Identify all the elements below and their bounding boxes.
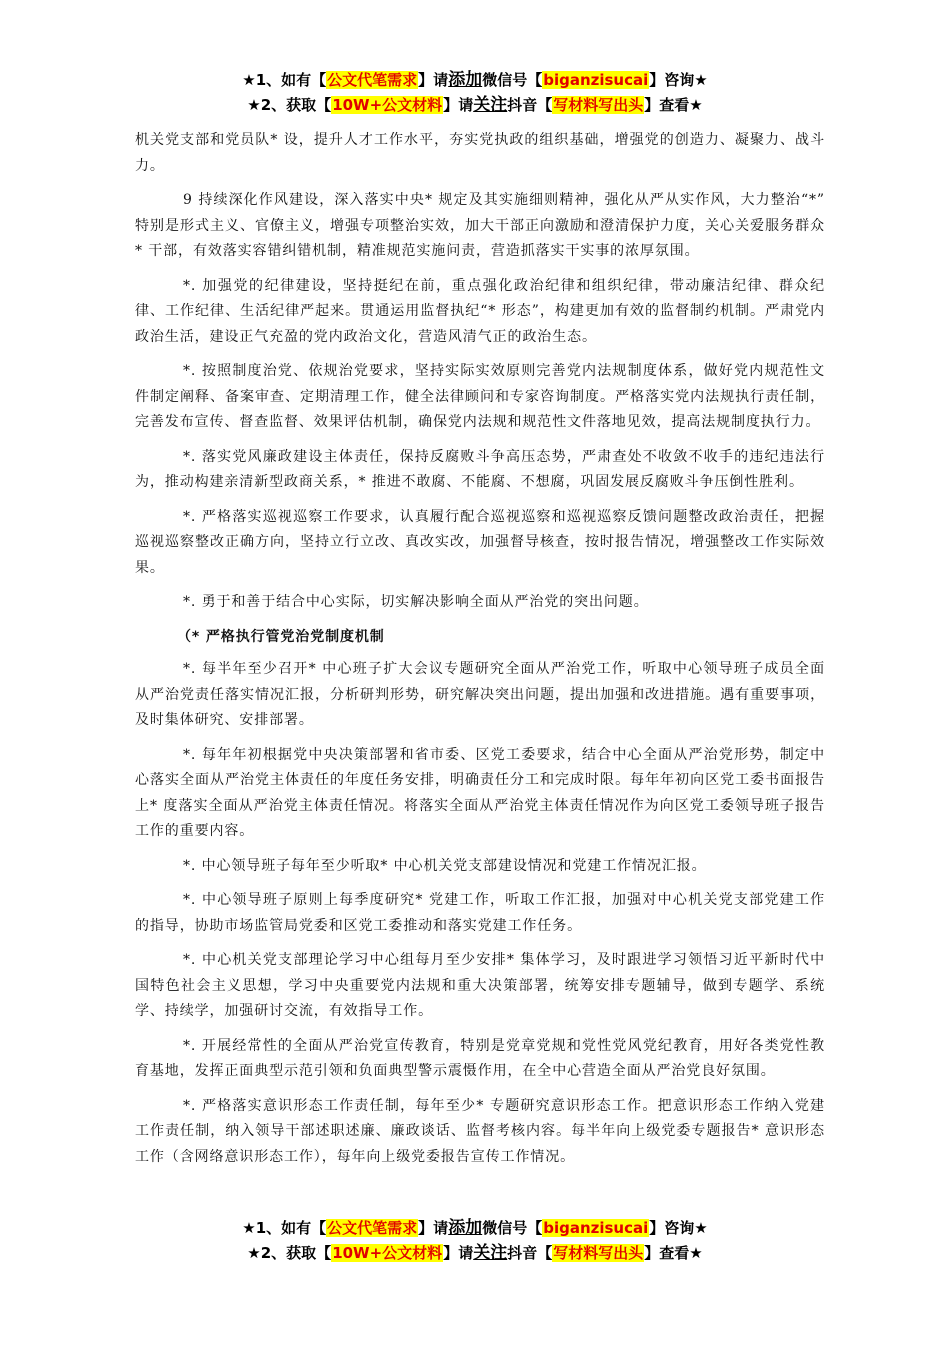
paragraph: *. 中心领导班子原则上每季度研究* 党建工作，听取工作汇报，加强对中心机关党支部党建工作的指导，协助市场监管局党委和区党工委推动和落实党建工作任务。 <box>135 892 825 934</box>
banner-text: 】请 <box>443 1244 474 1262</box>
paragraph: 机关党支部和党员队* 设，提升人才工作水平，夯实党执政的组织基础，增强党的创造力、凝聚力、战斗力。 <box>135 132 825 174</box>
banner-text: 】请 <box>418 71 449 89</box>
banner-emphasis: 添加 <box>448 70 483 90</box>
banner-highlight: 10W+公文材料 <box>332 96 443 114</box>
banner-text: 微信号【 <box>482 1219 543 1237</box>
banner-text: 抖音【 <box>507 96 553 114</box>
banner-line-2 <box>0 1241 950 1266</box>
banner-line-2 <box>0 93 950 118</box>
banner-emphasis: 关注 <box>473 1243 508 1263</box>
banner-text: ★2、获取【 <box>247 96 332 114</box>
banner-highlight: 写材料写出头 <box>553 96 644 114</box>
banner-highlight: 公文代笔需求 <box>327 71 418 89</box>
paragraph: *. 勇于和善于结合中心实际，切实解决影响全面从严治党的突出问题。 <box>183 594 649 610</box>
paragraph: 9 持续深化作风建设，深入落实中央* 规定及其实施细则精神，强化从严从实作风，大力整治“*” 特别是形式主义、官僚主义，增强专项整治实效，加大干部正向激励和澄清保护力度，关心关爱服务群众* 干部，有效落实容错纠错机制，精准规范实施问责，营造抓落实干实事的浓厚氛围。 <box>135 192 825 259</box>
document-body <box>135 128 825 1179</box>
banner-text: 微信号【 <box>482 71 543 89</box>
banner-highlight: 10W+公文材料 <box>332 1244 443 1262</box>
paragraph: *. 中心机关党支部理论学习中心组每月至少安排* 集体学习，及时跟进学习领悟习近平新时代中国特色社会主义思想，学习中央重要党内法规和重大决策部署，统筹安排专题辅导，做到专题学、系统学、持续学，加强研讨交流，有效指导工作。 <box>135 952 825 1019</box>
banner-emphasis: 添加 <box>448 1218 483 1238</box>
paragraph: *. 按照制度治党、依规治党要求，坚持实际实效原则完善党内法规制度体系，做好党内规范性文件制定阐释、备案审查、定期清理工作，健全法律顾问和专家咨询制度。严格落实党内法规执行责任制，完善发布宣传、督查监督、效果评估机制，确保党内法规和规范性文件落地见效，提高法规制度执行力。 <box>135 363 825 430</box>
banner-text: 】查看★ <box>644 96 703 114</box>
banner-text: 抖音【 <box>507 1244 553 1262</box>
paragraph: *. 严格落实巡视巡察工作要求，认真履行配合巡视巡察和巡视巡察反馈问题整改政治责任，把握巡视巡察整改正确方向，坚持立行立改、真改实改，加强督导核查，按时报告情况，增强整改工作实际效果。 <box>135 508 825 576</box>
paragraph: *. 每年年初根据党中央决策部署和省市委、区党工委要求，结合中心全面从严治党形势，制定中心落实全面从严治党主体责任的年度任务安排，明确责任分工和完成时限。每年年初向区党工委书面报告上* 度落实全面从严治党主体责任情况。将落实全面从严治党主体责任情况作为向区党工委领导班子报告工作的重要内容。 <box>135 746 825 839</box>
banner-highlight: biganzisucai <box>543 71 649 89</box>
banner-highlight: 公文代笔需求 <box>327 1219 418 1237</box>
banner-text: 】查看★ <box>644 1244 703 1262</box>
bottom-banner <box>0 1216 950 1266</box>
paragraph: *. 落实党风廉政建设主体责任，保持反腐败斗争高压态势，严肃查处不收敛不收手的违纪违法行为，推动构建亲清新型政商关系，* 推进不敢腐、不能腐、不想腐，巩固发展反腐败斗争压倒性胜利。 <box>135 448 825 490</box>
banner-highlight: biganzisucai <box>543 1219 649 1237</box>
banner-emphasis: 关注 <box>473 95 508 115</box>
banner-text: 】请 <box>418 1219 449 1237</box>
banner-line-1 <box>0 1216 950 1241</box>
banner-text: 】咨询★ <box>649 71 708 89</box>
paragraph: *. 开展经常性的全面从严治党宣传教育，特别是党章党规和党性党风党纪教育，用好各类党性教育基地，发挥正面典型示范引领和负面典型警示震慑作用，在全中心营造全面从严治党良好氛围。 <box>135 1037 825 1079</box>
banner-text: 】咨询★ <box>649 1219 708 1237</box>
top-banner <box>0 68 950 118</box>
banner-line-1 <box>0 68 950 93</box>
banner-highlight: 写材料写出头 <box>553 1244 644 1262</box>
paragraph: *. 严格落实意识形态工作责任制，每年至少* 专题研究意识形态工作。把意识形态工作纳入党建工作责任制，纳入领导干部述职述廉、廉政谈话、监督考核内容。每半年向上级党委专题报告* 意识形态工作（含网络意识形态工作），每年向上级党委报告宣传工作情况。 <box>135 1097 825 1165</box>
section-heading: （* 严格执行管党治党制度机制 <box>177 628 385 645</box>
paragraph: *. 中心领导班子每年至少听取* 中心机关党支部建设情况和党建工作情况汇报。 <box>183 857 707 874</box>
banner-text: ★2、获取【 <box>247 1244 332 1262</box>
banner-text: 】请 <box>443 96 474 114</box>
banner-text: ★1、如有【 <box>242 1219 327 1237</box>
paragraph: *. 每半年至少召开* 中心班子扩大会议专题研究全面从严治党工作，听取中心领导班子成员全面从严治党责任落实情况汇报，分析研判形势，研究解决突出问题，提出加强和改进措施。遇有重要事项，及时集体研究、安排部署。 <box>135 661 825 728</box>
banner-text: ★1、如有【 <box>242 71 327 89</box>
paragraph: *. 加强党的纪律建设，坚持挺纪在前，重点强化政治纪律和组织纪律，带动廉洁纪律、群众纪律、工作纪律、生活纪律严起来。贯通运用监督执纪“* 形态”，构建更加有效的监督制约机制。严肃党内政治生活，建设正气充盈的党内政治文化，营造风清气正的政治生态。 <box>135 277 825 345</box>
